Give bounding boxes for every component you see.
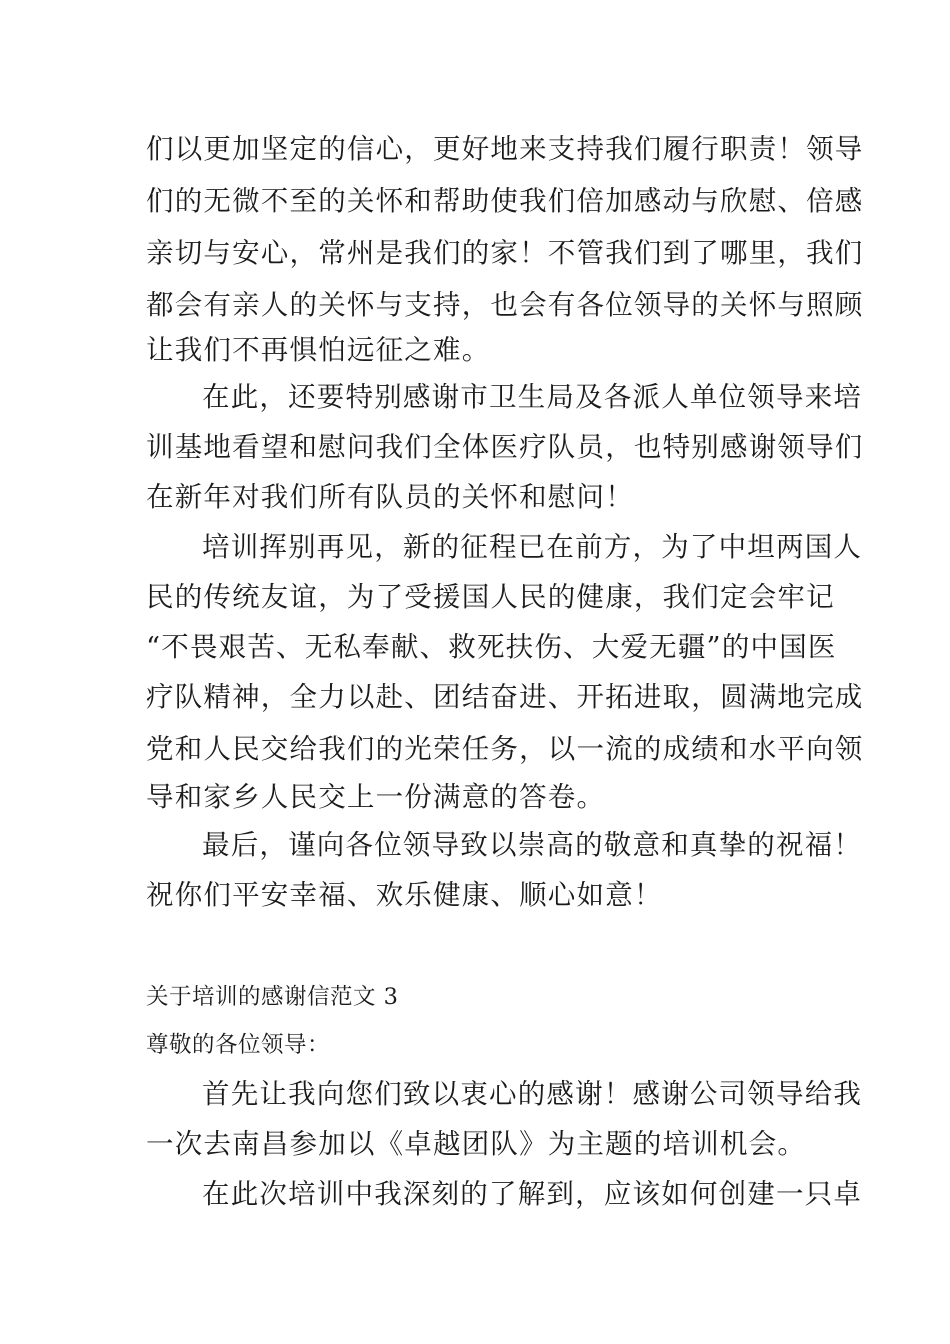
paragraph-final-line: 最后，谨向各位领导致以崇高的敬意和真挚的祝福！ (202, 829, 863, 861)
paragraph-farewell-line: 疗队精神，全力以赴、团结奋进、开拓进取，圆满地完成 (146, 681, 864, 713)
body-text-line: 都会有亲人的关怀与支持，也会有各位领导的关怀与照顾 (146, 289, 864, 321)
greeting: 尊敬的各位领导： (146, 1032, 331, 1058)
paragraph-farewell-line: 民的传统友谊，为了受援国人民的健康，我们定会牢记 (146, 581, 835, 613)
body-text-line: 们的无微不至的关怀和帮助使我们倍加感动与欣慰、倍感 (146, 185, 864, 217)
paragraph-thanks-line: 训基地看望和慰问我们全体医疗队员，也特别感谢领导们 (146, 431, 864, 463)
paragraph-farewell-line: 培训挥别再见，新的征程已在前方，为了中坦两国人 (202, 531, 863, 563)
paragraph-farewell-line: “不畏艰苦、无私奉献、救死扶伤、大爱无疆”的中国医 (146, 631, 837, 663)
paragraph-farewell-line: 党和人民交给我们的光荣任务，以一流的成绩和水平向领 (146, 733, 864, 765)
paragraph-farewell-line: 导和家乡人民交上一份满意的答卷。 (146, 781, 606, 813)
paragraph-learned-line: 在此次培训中我深刻的了解到，应该如何创建一只卓 (202, 1178, 863, 1210)
paragraph-first-line: 首先让我向您们致以衷心的感谢！感谢公司领导给我 (202, 1078, 863, 1110)
body-text-line: 让我们不再惧怕远征之难。 (146, 334, 491, 366)
paragraph-thanks-line: 在新年对我们所有队员的关怀和慰问！ (146, 481, 634, 513)
body-text-line: 亲切与安心，常州是我们的家！不管我们到了哪里，我们 (146, 237, 864, 269)
paragraph-thanks-line: 在此，还要特别感谢市卫生局及各派人单位领导来培 (202, 381, 863, 413)
paragraph-final-line: 祝你们平安幸福、欢乐健康、顺心如意！ (146, 879, 663, 911)
paragraph-first-line: 一次去南昌参加以《卓越团队》为主题的培训机会。 (146, 1128, 807, 1160)
body-text-line: 们以更加坚定的信心，更好地来支持我们履行职责！领导 (146, 133, 864, 165)
section-title: 关于培训的感谢信范文 3 (146, 984, 399, 1010)
